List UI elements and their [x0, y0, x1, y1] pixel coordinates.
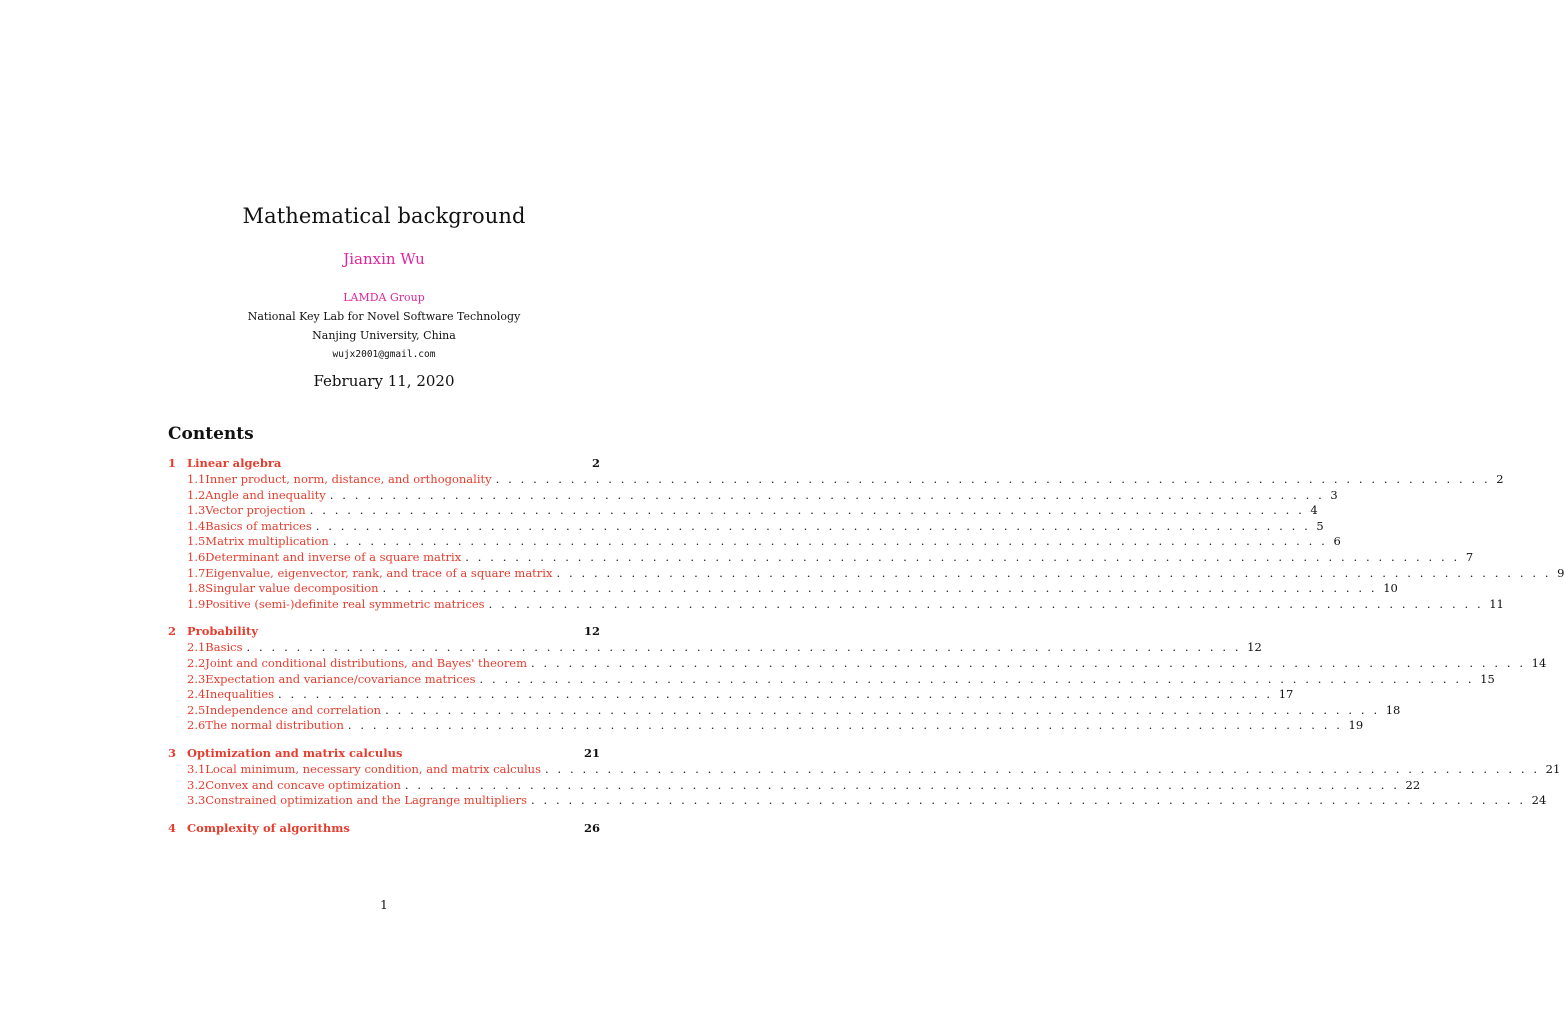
author-email[interactable]: wujx2001@gmail.com [332, 349, 436, 360]
table-of-contents [168, 456, 1564, 837]
toc-dot-leader: . . . . . . . . . . . . . . . . . . . . . . . . . . . . . . . . . . . . . . . . . . . . . . . . . . . . . . . . . . . . . . . . . . . . . . . . . . . . . . . . [329, 487, 1325, 502]
toc-dot-leader: . . . . . . . . . . . . . . . . . . . . . . . . . . . . . . . . . . . . . . . . . . . . . . . . . . . . . . . . . . . . . . . . . . . . . . . . . . . . . . . . [246, 640, 1242, 655]
toc-subsection-entry[interactable] [168, 596, 1504, 613]
toc-section-entry[interactable] [168, 746, 600, 762]
toc-subsection-entry[interactable] [168, 777, 1421, 794]
toc-subsection-page: 24 [1531, 793, 1547, 808]
toc-subsection-entry[interactable] [168, 549, 1474, 566]
toc-subsection-number: 1.6 [187, 549, 206, 564]
toc-subsection-title: Basics [205, 640, 243, 655]
toc-section-entry[interactable] [168, 456, 600, 472]
toc-section-number: 4 [168, 820, 177, 835]
toc-subsection-entry[interactable] [168, 472, 1504, 488]
toc-dot-leader: . . . . . . . . . . . . . . . . . . . . . . . . . . . . . . . . . . . . . . . . . . . . . . . . . . . . . . . . . . . . . . . . . . . . . . . . . . . . . . . . [382, 581, 1378, 596]
toc-subsection-page: 11 [1489, 596, 1504, 611]
toc-subsection-page: 15 [1480, 671, 1495, 686]
toc-subsection-entry[interactable] [168, 655, 1547, 672]
toc-subsection-entry[interactable] [168, 503, 1318, 519]
toc-subsection-title: Inner product, norm, distance, and orthogonality [205, 472, 492, 486]
toc-subsection-page: 4 [1310, 503, 1318, 518]
toc-subsection-number: 2.5 [187, 702, 206, 717]
toc-dot-leader: . . . . . . . . . . . . . . . . . . . . . . . . . . . . . . . . . . . . . . . . . . . . . . . . . . . . . . . . . . . . . . . . . . . . . . . . . . . . . . . . [479, 671, 1475, 686]
toc-subsection-title: Angle and inequality [205, 487, 326, 502]
toc-dot-leader: . . . . . . . . . . . . . . . . . . . . . . . . . . . . . . . . . . . . . . . . . . . . . . . . . . . . . . . . . . . . . . . . . . . . . . . . . . . . . . . . [488, 596, 1484, 611]
toc-section-number: 1 [168, 456, 177, 470]
toc-subsection-number: 1.2 [187, 487, 206, 502]
toc-subsection-title: Basics of matrices [205, 518, 312, 533]
toc-subsection-title: Matrix multiplication [205, 534, 329, 549]
toc-subsection-number: 1.9 [187, 596, 206, 611]
toc-subsection-number: 3.3 [187, 793, 206, 808]
toc-section-page: 21 [583, 745, 600, 760]
toc-subsection-entry[interactable] [168, 487, 1338, 504]
toc-subsection-page: 22 [1405, 777, 1421, 792]
toc-subsection-number: 2.3 [187, 671, 206, 686]
toc-dot-leader: . . . . . . . . . . . . . . . . . . . . . . . . . . . . . . . . . . . . . . . . . . . . . . . . . . . . . . . . . . . . . . . . . . . . . . . . . . . . . . . . [531, 793, 1526, 808]
toc-subsection-entry[interactable] [168, 761, 1561, 778]
toc-subsection-title: Independence and correlation [205, 702, 382, 717]
affiliation-block [0, 288, 768, 364]
toc-dot-leader: . . . . . . . . . . . . . . . . . . . . . . . . . . . . . . . . . . . . . . . . . . . . . . . . . . . . . . . . . . . . . . . . . . . . . . . . . . . . . . . . [531, 655, 1526, 670]
toc-section-title: Complexity of algorithms [187, 820, 350, 835]
toc-subsection-number: 1.5 [187, 534, 206, 549]
toc-subsection-page: 17 [1278, 687, 1294, 702]
toc-subsection-page: 14 [1531, 655, 1547, 670]
toc-subsection-entry[interactable] [168, 671, 1495, 688]
toc-subsection-entry[interactable] [168, 534, 1341, 550]
toc-subsection-number: 2.1 [187, 640, 206, 655]
toc-subsection-title: Positive (semi-)definite real symmetric matrices [205, 596, 485, 611]
toc-subsection-page: 10 [1383, 581, 1398, 596]
toc-spacer [168, 809, 600, 821]
toc-subsection-title: Singular value decomposition [205, 581, 379, 596]
toc-subsection-title: Eigenvalue, eigenvector, rank, and trace of a square matrix [205, 565, 553, 580]
toc-subsection-entry[interactable] [168, 793, 1547, 809]
toc-subsection-page: 2 [1496, 472, 1504, 486]
toc-dot-leader: . . . . . . . . . . . . . . . . . . . . . . . . . . . . . . . . . . . . . . . . . . . . . . . . . . . . . . . . . . . . . . . . . . . . . . . . . . . . . . . . [465, 549, 1460, 564]
toc-section-title: Probability [187, 624, 259, 639]
toc-subsection-number: 3.2 [187, 777, 206, 792]
toc-subsection-number: 2.4 [187, 687, 206, 702]
toc-section-number: 3 [168, 745, 177, 760]
toc-subsection-page: 21 [1545, 761, 1561, 776]
toc-dot-leader: . . . . . . . . . . . . . . . . . . . . . . . . . . . . . . . . . . . . . . . . . . . . . . . . . . . . . . . . . . . . . . . . . . . . . . . . . . . . . . . . [278, 687, 1273, 702]
toc-dot-leader: . . . . . . . . . . . . . . . . . . . . . . . . . . . . . . . . . . . . . . . . . . . . . . . . . . . . . . . . . . . . . . . . . . . . . . . . . . . . . . . . [332, 534, 1328, 549]
contents-heading: Contents [168, 424, 254, 444]
toc-subsection-title: Expectation and variance/covariance matrices [205, 671, 476, 686]
toc-dot-leader: . . . . . . . . . . . . . . . . . . . . . . . . . . . . . . . . . . . . . . . . . . . . . . . . . . . . . . . . . . . . . . . . . . . . . . . . . . . . . . . . [385, 702, 1380, 717]
toc-subsection-page: 19 [1348, 718, 1364, 733]
toc-subsection-page: 9 [1557, 565, 1564, 580]
toc-subsection-entry[interactable] [168, 518, 1324, 535]
toc-section-page: 12 [583, 624, 600, 639]
affiliation-lab: National Key Lab for Novel Software Technology [247, 310, 521, 323]
toc-subsection-entry[interactable] [168, 581, 1398, 597]
document-date: February 11, 2020 [313, 372, 455, 390]
toc-subsection-number: 1.8 [187, 581, 206, 596]
affiliation-university: Nanjing University, China [312, 329, 456, 342]
toc-dot-leader: . . . . . . . . . . . . . . . . . . . . . . . . . . . . . . . . . . . . . . . . . . . . . . . . . . . . . . . . . . . . . . . . . . . . . . . . . . . . . . . . [315, 518, 1311, 533]
toc-section-page: 2 [591, 456, 600, 470]
toc-subsection-title: Inequalities [205, 687, 275, 702]
toc-subsection-entry[interactable] [168, 565, 1564, 582]
toc-subsection-number: 1.3 [187, 503, 206, 518]
toc-subsection-title: Convex and concave optimization [205, 777, 401, 792]
toc-subsection-entry[interactable] [168, 718, 1364, 734]
toc-subsection-page: 18 [1385, 702, 1401, 717]
toc-dot-leader: . . . . . . . . . . . . . . . . . . . . . . . . . . . . . . . . . . . . . . . . . . . . . . . . . . . . . . . . . . . . . . . . . . . . . . . . . . . . . . . . [556, 565, 1552, 580]
toc-section-entry[interactable] [168, 821, 600, 837]
toc-subsection-title: Constrained optimization and the Lagrange multipliers [205, 793, 527, 808]
toc-subsection-number: 1.1 [187, 472, 206, 486]
toc-subsection-number: 1.7 [187, 565, 206, 580]
toc-subsection-title: Joint and conditional distributions, and Bayes' theorem [205, 655, 528, 670]
author-name[interactable]: Jianxin Wu [343, 250, 425, 268]
toc-subsection-title: Determinant and inverse of a square matrix [205, 549, 462, 564]
page-number: 1 [380, 898, 388, 912]
toc-subsection-title: Local minimum, necessary condition, and matrix calculus [205, 761, 541, 776]
toc-dot-leader: . . . . . . . . . . . . . . . . . . . . . . . . . . . . . . . . . . . . . . . . . . . . . . . . . . . . . . . . . . . . . . . . . . . . . . . . . . . . . . . . [545, 761, 1540, 776]
toc-subsection-entry[interactable] [168, 702, 1401, 719]
toc-subsection-title: The normal distribution [205, 718, 344, 733]
toc-subsection-entry[interactable] [168, 640, 1262, 656]
toc-dot-leader: . . . . . . . . . . . . . . . . . . . . . . . . . . . . . . . . . . . . . . . . . . . . . . . . . . . . . . . . . . . . . . . . . . . . . . . . . . . . . . . . [309, 503, 1305, 518]
toc-subsection-number: 2.2 [187, 655, 206, 670]
toc-section-title: Linear algebra [187, 456, 282, 470]
toc-subsection-entry[interactable] [168, 687, 1294, 703]
document-title: Mathematical background [242, 204, 526, 228]
toc-dot-leader: . . . . . . . . . . . . . . . . . . . . . . . . . . . . . . . . . . . . . . . . . . . . . . . . . . . . . . . . . . . . . . . . . . . . . . . . . . . . . . . . [495, 472, 1491, 486]
toc-subsection-number: 2.6 [187, 718, 206, 733]
toc-dot-leader: . . . . . . . . . . . . . . . . . . . . . . . . . . . . . . . . . . . . . . . . . . . . . . . . . . . . . . . . . . . . . . . . . . . . . . . . . . . . . . . . [404, 777, 1400, 792]
toc-subsection-number: 1.4 [187, 518, 206, 533]
toc-section-entry[interactable] [168, 624, 600, 640]
toc-subsection-number: 3.1 [187, 761, 206, 776]
toc-section-title: Optimization and matrix calculus [187, 745, 403, 760]
toc-section-number: 2 [168, 624, 177, 639]
toc-subsection-page: 5 [1316, 518, 1324, 533]
toc-subsection-title: Vector projection [205, 503, 306, 518]
toc-subsection-page: 12 [1247, 640, 1262, 655]
toc-section-page: 26 [583, 820, 600, 835]
toc-subsection-page: 3 [1330, 487, 1338, 502]
affiliation-group[interactable]: LAMDA Group [343, 291, 425, 304]
toc-spacer [168, 612, 600, 624]
toc-dot-leader: . . . . . . . . . . . . . . . . . . . . . . . . . . . . . . . . . . . . . . . . . . . . . . . . . . . . . . . . . . . . . . . . . . . . . . . . . . . . . . . . [347, 718, 1343, 733]
toc-spacer [168, 734, 600, 746]
toc-subsection-page: 6 [1333, 534, 1341, 549]
toc-subsection-page: 7 [1465, 549, 1474, 564]
